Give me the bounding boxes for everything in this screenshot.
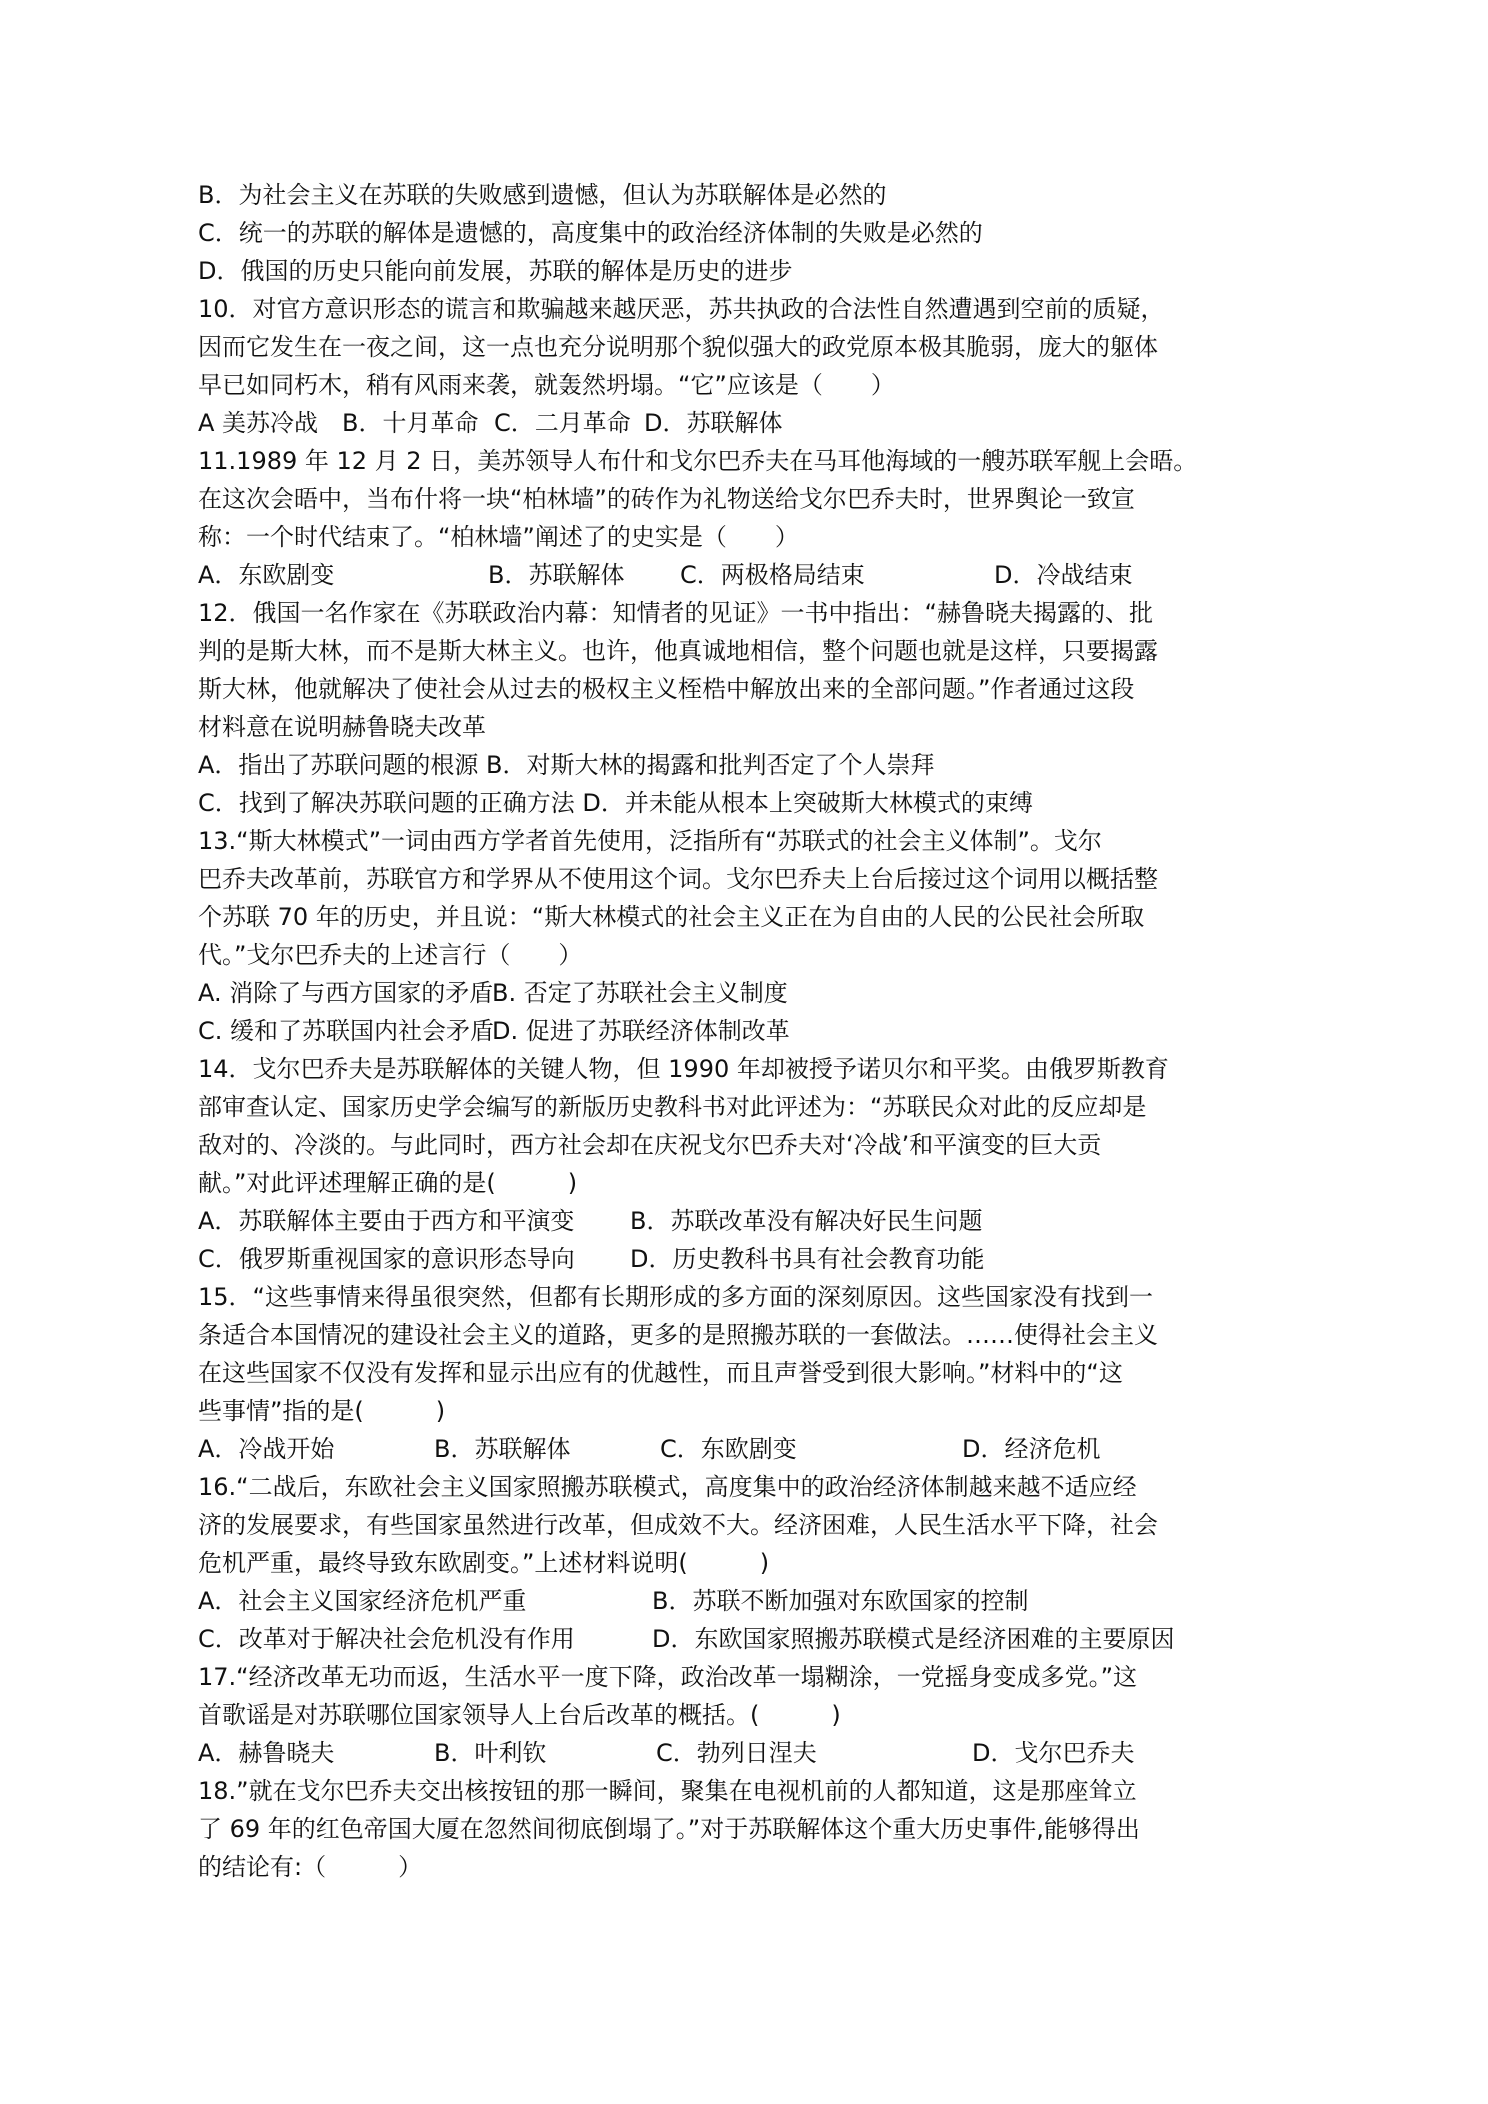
question-stem-line: 代。”戈尔巴乔夫的上述言行（ ） [198,941,583,969]
question-stem-line: 危机严重，最终导致东欧剧变。”上述材料说明( ) [198,1549,770,1577]
question-stem-line: 材料意在说明赫鲁晓夫改革 [198,713,486,741]
question-stem-line: 早已如同朽木，稍有风雨来袭，就轰然坍塌。“它”应该是（ ） [198,371,895,399]
question-stem-line: 16.“二战后，东欧社会主义国家照搬苏联模式，高度集中的政治经济体制越来越不适应经 [198,1473,1137,1501]
question-stem-line: 巴乔夫改革前，苏联官方和学界从不使用这个词。戈尔巴乔夫上台后接过这个词用以概括整 [198,865,1158,893]
question-block [198,1658,1288,1772]
answer-option[interactable]: B．十月革命 [342,409,479,437]
answer-option[interactable]: A．指出了苏联问题的根源 B．对斯大林的揭露和批判否定了个人崇拜 [198,751,935,779]
answer-option[interactable]: D．历史教科书具有社会教育功能 [630,1245,985,1273]
question-stem-line: 条适合本国情况的建设社会主义的道路，更多的是照搬苏联的一套做法。……使得社会主义 [198,1321,1158,1349]
continued-option-line: B．为社会主义在苏联的失败感到遗憾，但认为苏联解体是必然的 [198,181,887,209]
answer-option[interactable]: A．冷战开始 [198,1435,335,1463]
answer-option[interactable]: D．东欧国家照搬苏联模式是经济困难的主要原因 [652,1625,1175,1653]
answer-options-row [198,1240,1288,1278]
question-stem-line: 11.1989 年 12 月 2 日，美苏领导人布什和戈尔巴乔夫在马耳他海域的一艘苏联军舰上会晤。 [198,447,1198,475]
answer-options-row [198,784,1288,822]
question-stem-line: 18.”就在戈尔巴乔夫交出核按钮的那一瞬间，聚集在电视机前的人都知道，这是那座耸立 [198,1777,1137,1805]
question-block [198,1050,1288,1278]
question-block [198,1278,1288,1468]
question-stem-line: 的结论有:（ ） [198,1853,423,1881]
continued-option-line: D．俄国的历史只能向前发展，苏联的解体是历史的进步 [198,257,793,285]
answer-option[interactable]: D．苏联解体 [644,409,783,437]
answer-option[interactable]: C. 缓和了苏联国内社会矛盾 [198,1017,495,1045]
question-block [198,1468,1288,1658]
answer-options-row [198,746,1288,784]
answer-option[interactable]: D．冷战结束 [994,561,1133,589]
question-stem-line: 济的发展要求，有些国家虽然进行改革，但成效不大。经济困难，人民生活水平下降，社会 [198,1511,1158,1539]
question-stem-line: 斯大林，他就解决了使社会从过去的极权主义桎梏中解放出来的全部问题。”作者通过这段 [198,675,1135,703]
question-block [198,594,1288,822]
question-stem-line: 称：一个时代结束了。“柏林墙”阐述了的史实是（ ） [198,523,799,551]
answer-options-row [198,1734,1288,1772]
question-stem-line: 在这次会晤中，当布什将一块“柏林墙”的砖作为礼物送给戈尔巴乔夫时，世界舆论一致宣 [198,485,1135,513]
answer-options-row [198,556,1288,594]
answer-options-row [198,1430,1288,1468]
question-stem-line: 部审查认定、国家历史学会编写的新版历史教科书对此评述为：“苏联民众对此的反应却是 [198,1093,1147,1121]
question-stem-line: 判的是斯大林，而不是斯大林主义。也许，他真诚地相信，整个问题也就是这样，只要揭露 [198,637,1158,665]
answer-option[interactable]: B. 否定了苏联社会主义制度 [492,979,788,1007]
answer-option[interactable]: D．戈尔巴乔夫 [972,1739,1135,1767]
answer-option[interactable]: B．苏联解体 [488,561,625,589]
question-stem-line: 13.“斯大林模式”一词由西方学者首先使用，泛指所有“苏联式的社会主义体制”。戈尔 [198,827,1102,855]
answer-option[interactable]: B．苏联解体 [434,1435,571,1463]
question-block [198,290,1288,442]
question-stem-line: 因而它发生在一夜之间，这一点也充分说明那个貌似强大的政党原本极其脆弱，庞大的躯体 [198,333,1158,361]
question-stem-line: 17.“经济改革无功而返，生活水平一度下降，政治改革一塌糊涂，一党摇身变成多党。”这 [198,1663,1138,1691]
question-block [198,1772,1288,1886]
question-stem-line: 了 69 年的红色帝国大厦在忽然间彻底倒塌了。”对于苏联解体这个重大历史事件,能够得出 [198,1815,1140,1843]
answer-option[interactable]: C．东欧剧变 [660,1435,797,1463]
answer-option[interactable]: A. 消除了与西方国家的矛盾 [198,979,494,1007]
answer-option[interactable]: C．俄罗斯重视国家的意识形态导向 [198,1245,575,1273]
question-stem-line: 首歌谣是对苏联哪位国家领导人上台后改革的概括。( ) [198,1701,841,1729]
answer-option[interactable]: C．二月革命 [494,409,631,437]
answer-option[interactable]: D．经济危机 [962,1435,1101,1463]
question-stem-line: 12．俄国一名作家在《苏联政治内幕：知情者的见证》一书中指出：“赫鲁晓夫揭露的、批 [198,599,1153,627]
continued-option-line: C．统一的苏联的解体是遗憾的，高度集中的政治经济体制的失败是必然的 [198,219,983,247]
question-stem-line: 10．对官方意识形态的谎言和欺骗越来越厌恶，苏共执政的合法性自然遭遇到空前的质疑， [198,295,1165,323]
answer-option[interactable]: C．改革对于解决社会危机没有作用 [198,1625,575,1653]
question-block [198,442,1288,594]
answer-option[interactable]: C．找到了解决苏联问题的正确方法 D．并未能从根本上突破斯大林模式的束缚 [198,789,1033,817]
answer-option[interactable]: D. 促进了苏联经济体制改革 [492,1017,790,1045]
question-stem-line: 个苏联 70 年的历史，并且说：“斯大林模式的社会主义正在为自由的人民的公民社会所取 [198,903,1145,931]
answer-option[interactable]: B．叶利钦 [434,1739,547,1767]
answer-option[interactable]: B．苏联改革没有解决好民生问题 [630,1207,983,1235]
question-stem-line: 敌对的、冷淡的。与此同时，西方社会却在庆祝戈尔巴乔夫对‘冷战’和平演变的巨大贡 [198,1131,1102,1159]
question-stem-line: 15．“这些事情来得虽很突然，但都有长期形成的多方面的深刻原因。这些国家没有找到一 [198,1283,1153,1311]
answer-option[interactable]: A．社会主义国家经济危机严重 [198,1587,527,1615]
answer-option[interactable]: A．苏联解体主要由于西方和平演变 [198,1207,575,1235]
answer-options-row [198,1202,1288,1240]
answer-option[interactable]: A．东欧剧变 [198,561,335,589]
question-stem-line: 14．戈尔巴乔夫是苏联解体的关键人物，但 1990 年却被授予诺贝尔和平奖。由俄罗斯教育 [198,1055,1169,1083]
answer-option[interactable]: C．两极格局结束 [680,561,865,589]
answer-options-row [198,1012,1288,1050]
answer-options-row [198,404,1288,442]
answer-options-row [198,974,1288,1012]
answer-options-row [198,1582,1288,1620]
question-stem-line: 在这些国家不仅没有发挥和显示出应有的优越性，而且声誉受到很大影响。”材料中的“这 [198,1359,1123,1387]
question-block [198,822,1288,1050]
answer-option[interactable]: B．苏联不断加强对东欧国家的控制 [652,1587,1029,1615]
question-stem-line: 些事情”指的是( ) [198,1397,446,1425]
answer-option[interactable]: C．勃列日涅夫 [656,1739,817,1767]
question-stem-line: 献。”对此评述理解正确的是( ) [198,1169,578,1197]
answer-option[interactable]: A．赫鲁晓夫 [198,1739,335,1767]
answer-options-row [198,1620,1288,1658]
answer-option[interactable]: A 美苏冷战 [198,409,319,437]
